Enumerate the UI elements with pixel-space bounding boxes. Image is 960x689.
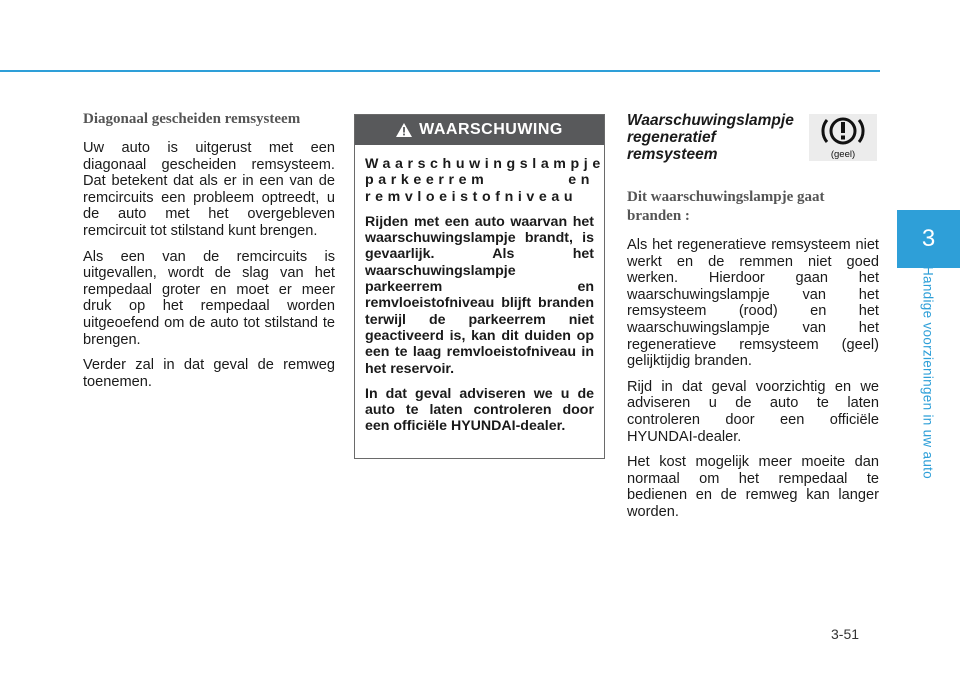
page-number: 3-51 — [831, 626, 860, 642]
chapter-tab: 3 — [897, 210, 960, 268]
chapter-label: Handige voorzieningen in uw auto — [920, 266, 936, 479]
paragraph: Het kost mogelijk meer moeite dan normaal om het rempedaal te bedienen en de remweg kan langer worden. — [627, 454, 879, 520]
top-rule — [0, 70, 880, 72]
paragraph: Uw auto is uitgerust met een diagonaal gescheiden remsysteem. Dat betekent dat als er in een van de remcircuits een probleem optreedt, u de auto met het overgebleven remcircuit tot stilstand kunt brengen. — [83, 140, 335, 239]
section-heading: Waarschuwingslampje regeneratief remsysteem — [627, 112, 794, 163]
warning-header — [355, 115, 604, 145]
paragraph: Als het regeneratieve remsysteem niet werkt en de remmen niet goed werken. Hierdoor gaan het waarschuwingslampje van het remsysteem (rood) en het waarschuwingslampje van het regeneratieve remsysteem (geel) gelijktijdig branden. — [627, 237, 879, 370]
warning-paragraph: Rijden met een auto waarvan het waarschuwingslampje brandt, is gevaarlijk. Als het waarschuwingslampje parkeerrem en remvloeistofniveau blijft branden terwijl de parkeerrem niet geactiveerd is, kan dit duiden op een te laag remvloeistofniveau in het reservoir. — [365, 213, 594, 377]
brake-warning-symbol-icon — [809, 114, 877, 150]
paragraph: Rijd in dat geval voorzichtig en we adviseren u de auto te laten controleren door een officiële HYUNDAI-dealer. — [627, 378, 879, 445]
left-column — [83, 110, 335, 399]
warning-triangle-icon — [396, 123, 412, 137]
paragraph: Verder zal in dat geval de remweg toenemen. — [83, 357, 335, 390]
warning-title: WAARSCHUWING — [419, 121, 563, 138]
paragraph: Als een van de remcircuits is uitgevallen, wordt de slag van het rempedaal groter en moet er meer druk op het rempedaal worden uitgeoefend om de auto tot stilstand te brengen. — [83, 248, 335, 348]
subheading: Dit waarschuwingslampje gaat branden : — [627, 189, 825, 224]
section-heading: Diagonaal gescheiden remsysteem — [83, 111, 301, 127]
regenerative-brake-warning-icon — [809, 114, 877, 161]
warning-paragraph: Waarschuwingslampje parkeerrem en remvloeistofniveau — [365, 156, 605, 205]
warning-box — [354, 114, 605, 459]
warning-paragraph: In dat geval adviseren we u de auto te laten controleren door een officiële HYUNDAI-dealer. — [365, 385, 594, 435]
icon-caption: (geel) — [830, 149, 856, 160]
